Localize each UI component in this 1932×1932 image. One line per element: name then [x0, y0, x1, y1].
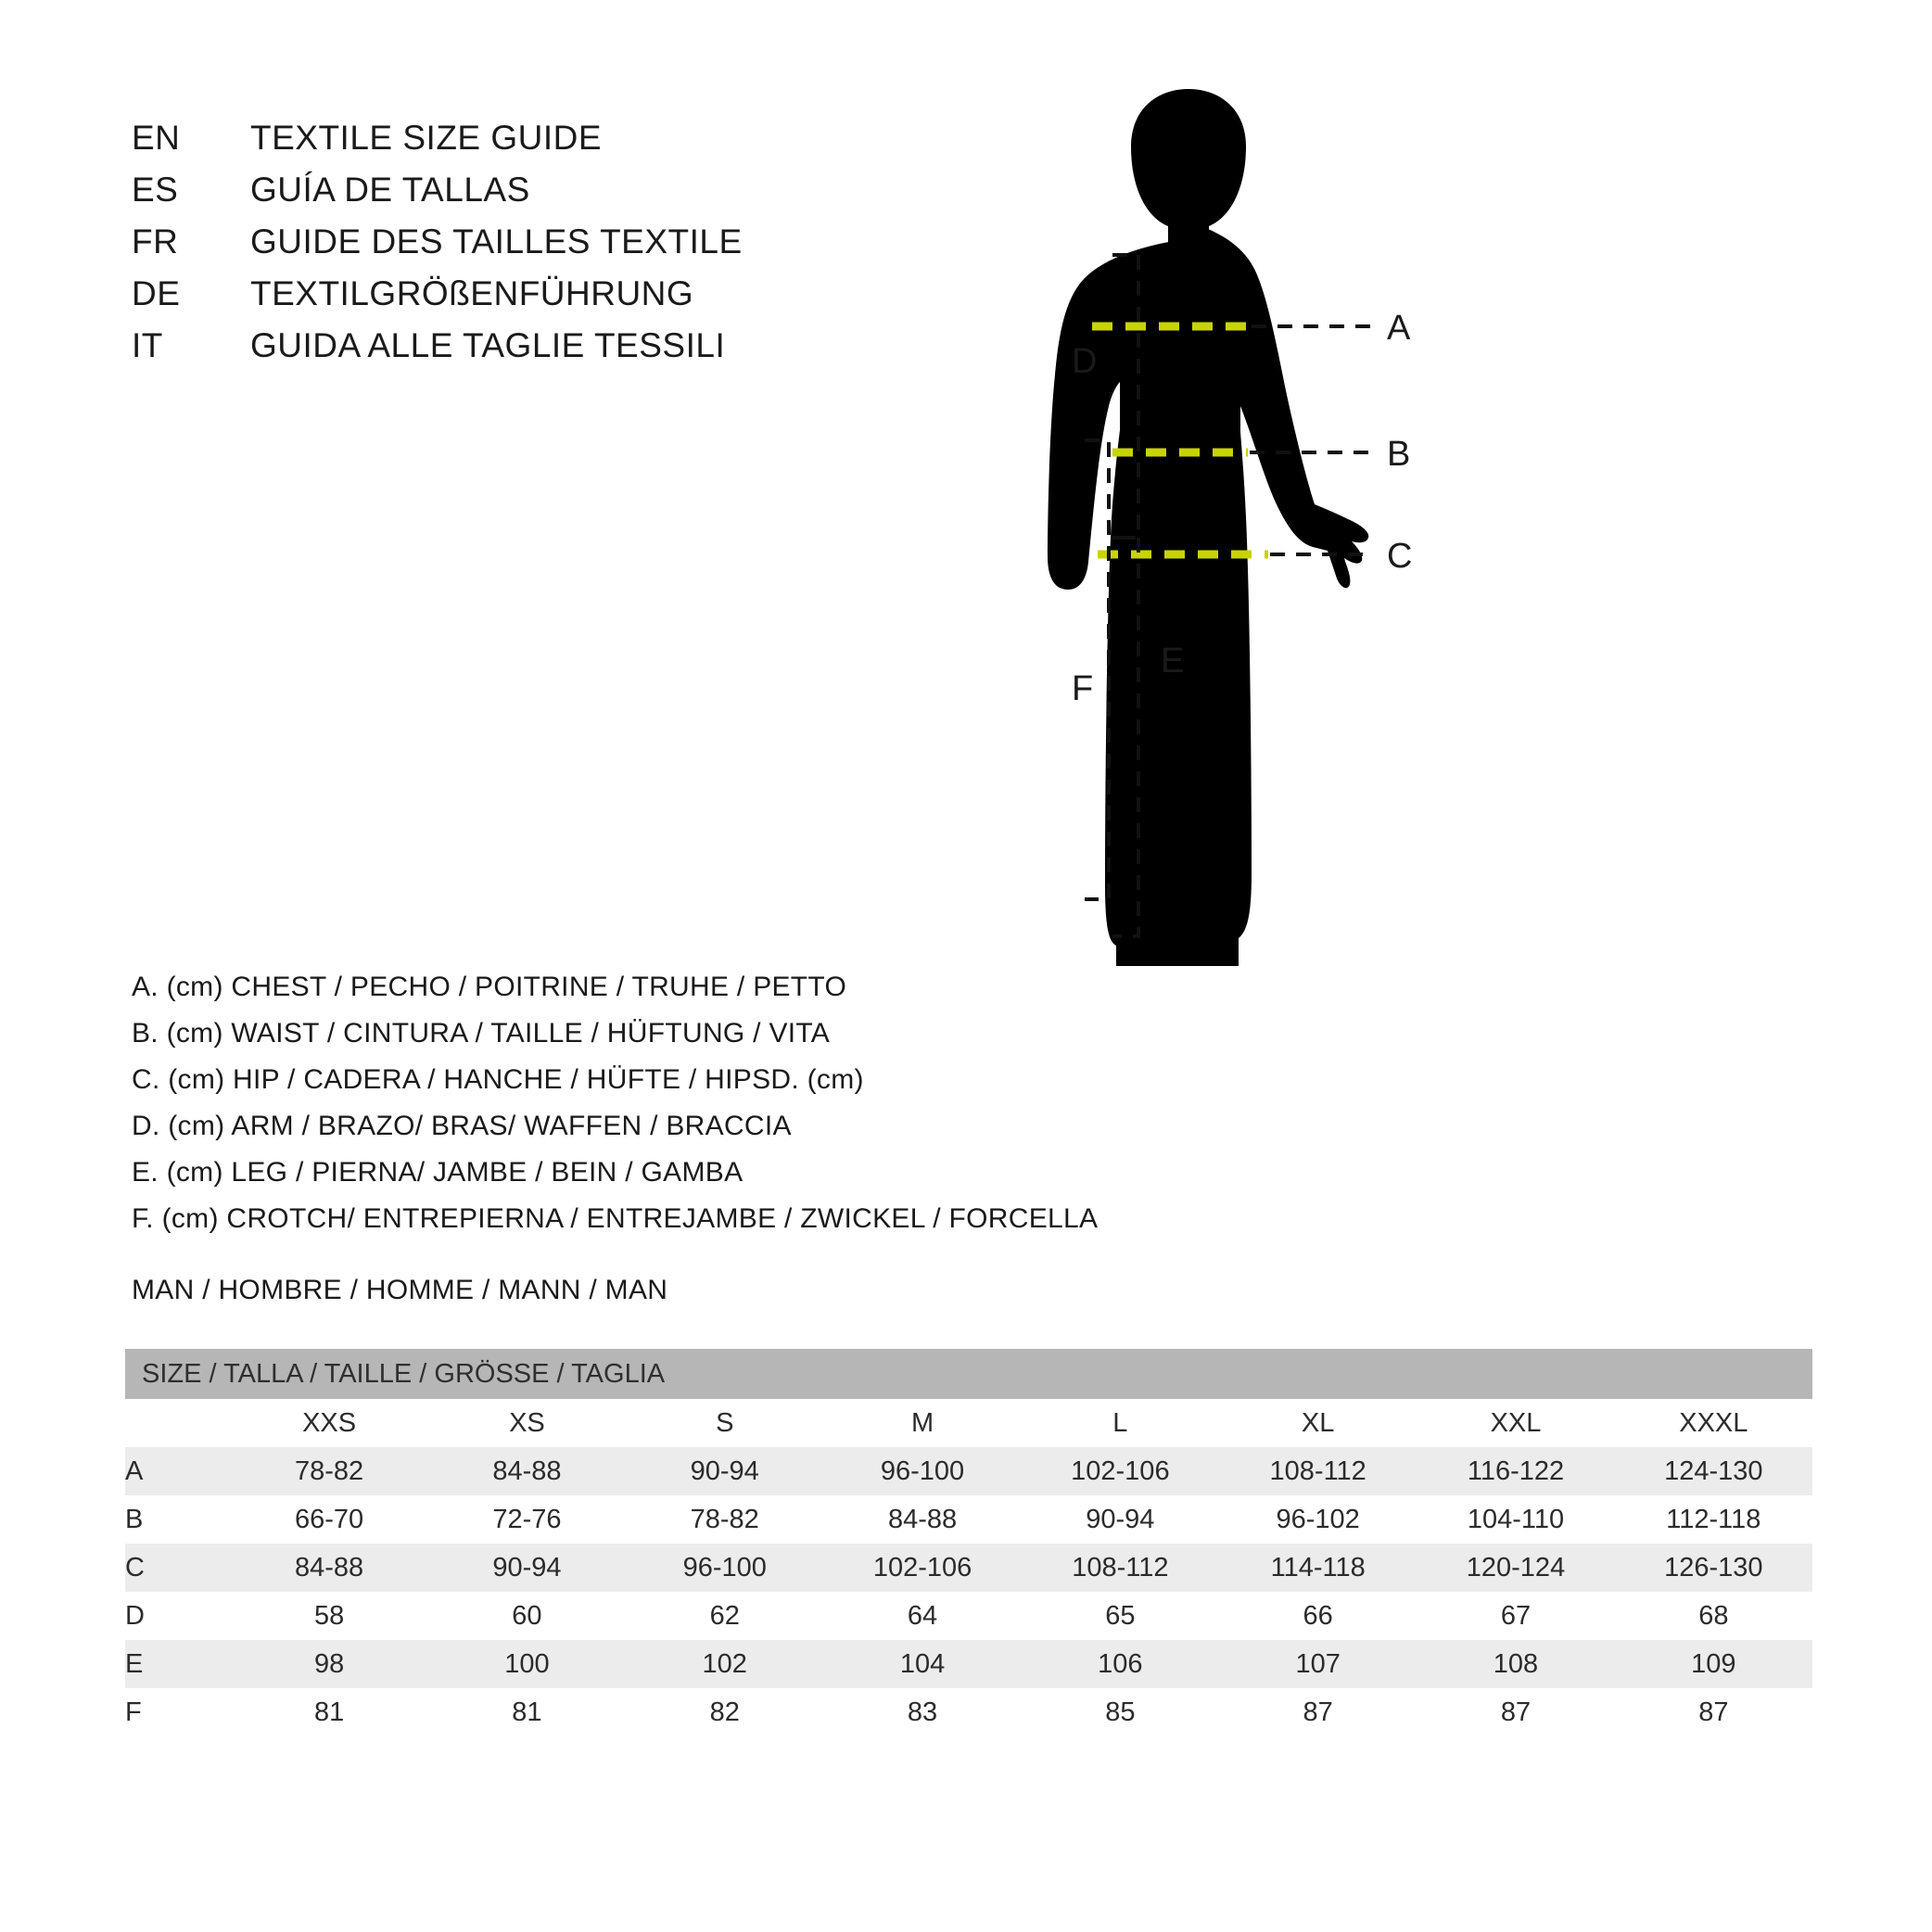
title-block	[132, 119, 966, 378]
column-header-xxl: XXL	[1417, 1399, 1614, 1447]
measurement-legend	[132, 964, 1244, 1242]
cell-b-xxs: 66-70	[230, 1495, 427, 1544]
table-header-label: SIZE / TALLA / TAILLE / GRÖSSE / TAGLIA	[125, 1349, 1812, 1399]
table-corner-cell	[125, 1399, 230, 1447]
cell-c-xxl: 120-124	[1417, 1544, 1614, 1592]
legend-item-f: F. (cm) CROTCH/ ENTREPIERNA / ENTREJAMBE / ZWICKEL / FORCELLA	[132, 1203, 1099, 1234]
table-row	[125, 1688, 1812, 1736]
title-lang-de: DE	[132, 274, 181, 312]
cell-a-xxl: 116-122	[1417, 1447, 1614, 1495]
title-row	[132, 274, 966, 326]
cell-b-l: 90-94	[1022, 1495, 1219, 1544]
cell-c-xxxl: 126-130	[1615, 1544, 1812, 1592]
table-row	[125, 1592, 1812, 1640]
column-header-xxs: XXS	[230, 1399, 427, 1447]
legend-item-b: B. (cm) WAIST / CINTURA / TAILLE / HÜFTUNG / VITA	[132, 1018, 831, 1049]
cell-d-xxl: 67	[1417, 1592, 1614, 1640]
cell-f-l: 85	[1022, 1688, 1219, 1736]
cell-f-xl: 87	[1219, 1688, 1417, 1736]
table-row	[125, 1544, 1812, 1592]
cell-a-l: 102-106	[1022, 1447, 1219, 1495]
title-lang-es: ES	[132, 171, 179, 209]
cell-a-m: 96-100	[823, 1447, 1021, 1495]
cell-f-m: 83	[823, 1688, 1021, 1736]
cell-e-xl: 107	[1219, 1640, 1417, 1688]
cell-a-s: 90-94	[626, 1447, 823, 1495]
cell-c-xl: 114-118	[1219, 1544, 1417, 1592]
row-label-d: D	[125, 1592, 230, 1640]
column-header-xl: XL	[1219, 1399, 1417, 1447]
title-text-de: TEXTILGRÖßENFÜHRUNG	[250, 274, 694, 312]
cell-d-s: 62	[626, 1592, 823, 1640]
cell-e-m: 104	[823, 1640, 1021, 1688]
cell-b-xxl: 104-110	[1417, 1495, 1614, 1544]
cell-d-xs: 60	[428, 1592, 626, 1640]
cell-b-m: 84-88	[823, 1495, 1021, 1544]
cell-f-s: 82	[626, 1688, 823, 1736]
cell-a-xxs: 78-82	[230, 1447, 427, 1495]
legend-item-a: A. (cm) CHEST / PECHO / POITRINE / TRUHE / PETTO	[132, 972, 847, 1002]
title-row	[132, 171, 966, 222]
title-lang-it: IT	[132, 326, 163, 364]
legend-item-e: E. (cm) LEG / PIERNA/ JAMBE / BEIN / GAMBA	[132, 1157, 744, 1188]
legend-item-c: C. (cm) HIP / CADERA / HANCHE / HÜFTE / HIPSD. (cm)	[132, 1064, 864, 1095]
dimension-label-d: D	[1072, 342, 1098, 381]
callout-label-b: B	[1387, 435, 1411, 474]
legend-item-d: D. (cm) ARM / BRAZO/ BRAS/ WAFFEN / BRACCIA	[132, 1111, 792, 1141]
table-header-row	[125, 1349, 1812, 1399]
cell-e-s: 102	[626, 1640, 823, 1688]
title-lang-en: EN	[132, 119, 181, 157]
title-lang-fr: FR	[132, 222, 179, 261]
cell-f-xxs: 81	[230, 1688, 427, 1736]
title-row	[132, 326, 966, 378]
dimension-label-e: E	[1161, 642, 1185, 680]
callout-label-c: C	[1387, 537, 1413, 576]
column-header-s: S	[626, 1399, 823, 1447]
row-label-a: A	[125, 1447, 230, 1495]
cell-d-xxs: 58	[230, 1592, 427, 1640]
title-row	[132, 222, 966, 274]
cell-f-xxxl: 87	[1615, 1688, 1812, 1736]
cell-c-xxs: 84-88	[230, 1544, 427, 1592]
size-table	[125, 1349, 1812, 1736]
cell-c-s: 96-100	[626, 1544, 823, 1592]
column-header-xxxl: XXXL	[1615, 1399, 1812, 1447]
cell-b-xxxl: 112-118	[1615, 1495, 1812, 1544]
title-text-it: GUIDA ALLE TAGLIE TESSILI	[250, 326, 726, 364]
column-header-m: M	[823, 1399, 1021, 1447]
cell-d-xl: 66	[1219, 1592, 1417, 1640]
table-row	[125, 1447, 1812, 1495]
callout-label-a: A	[1387, 309, 1411, 348]
row-label-c: C	[125, 1544, 230, 1592]
cell-b-xs: 72-76	[428, 1495, 626, 1544]
title-text-es: GUÍA DE TALLAS	[250, 171, 530, 209]
cell-e-xs: 100	[428, 1640, 626, 1688]
cell-e-xxs: 98	[230, 1640, 427, 1688]
cell-d-m: 64	[823, 1592, 1021, 1640]
dimension-label-f: F	[1072, 669, 1094, 708]
row-label-b: B	[125, 1495, 230, 1544]
cell-e-xxl: 108	[1417, 1640, 1614, 1688]
title-row	[132, 119, 966, 171]
table-column-row	[125, 1399, 1812, 1447]
column-header-xs: XS	[428, 1399, 626, 1447]
column-header-l: L	[1022, 1399, 1219, 1447]
cell-b-s: 78-82	[626, 1495, 823, 1544]
cell-e-xxxl: 109	[1615, 1640, 1812, 1688]
cell-a-xs: 84-88	[428, 1447, 626, 1495]
man-silhouette-icon	[1048, 89, 1368, 966]
table-row	[125, 1640, 1812, 1688]
cell-f-xs: 81	[428, 1688, 626, 1736]
cell-b-xl: 96-102	[1219, 1495, 1417, 1544]
cell-a-xl: 108-112	[1219, 1447, 1417, 1495]
title-text-fr: GUIDE DES TAILLES TEXTILE	[250, 222, 743, 261]
title-text-en: TEXTILE SIZE GUIDE	[250, 119, 603, 157]
cell-d-xxxl: 68	[1615, 1592, 1812, 1640]
cell-a-xxxl: 124-130	[1615, 1447, 1812, 1495]
cell-f-xxl: 87	[1417, 1688, 1614, 1736]
gender-label: MAN / HOMBRE / HOMME / MANN / MAN	[132, 1275, 668, 1305]
cell-c-m: 102-106	[823, 1544, 1021, 1592]
cell-d-l: 65	[1022, 1592, 1219, 1640]
row-label-e: E	[125, 1640, 230, 1688]
cell-c-xs: 90-94	[428, 1544, 626, 1592]
row-label-f: F	[125, 1688, 230, 1736]
table-row	[125, 1495, 1812, 1544]
cell-c-l: 108-112	[1022, 1544, 1219, 1592]
cell-e-l: 106	[1022, 1640, 1219, 1688]
